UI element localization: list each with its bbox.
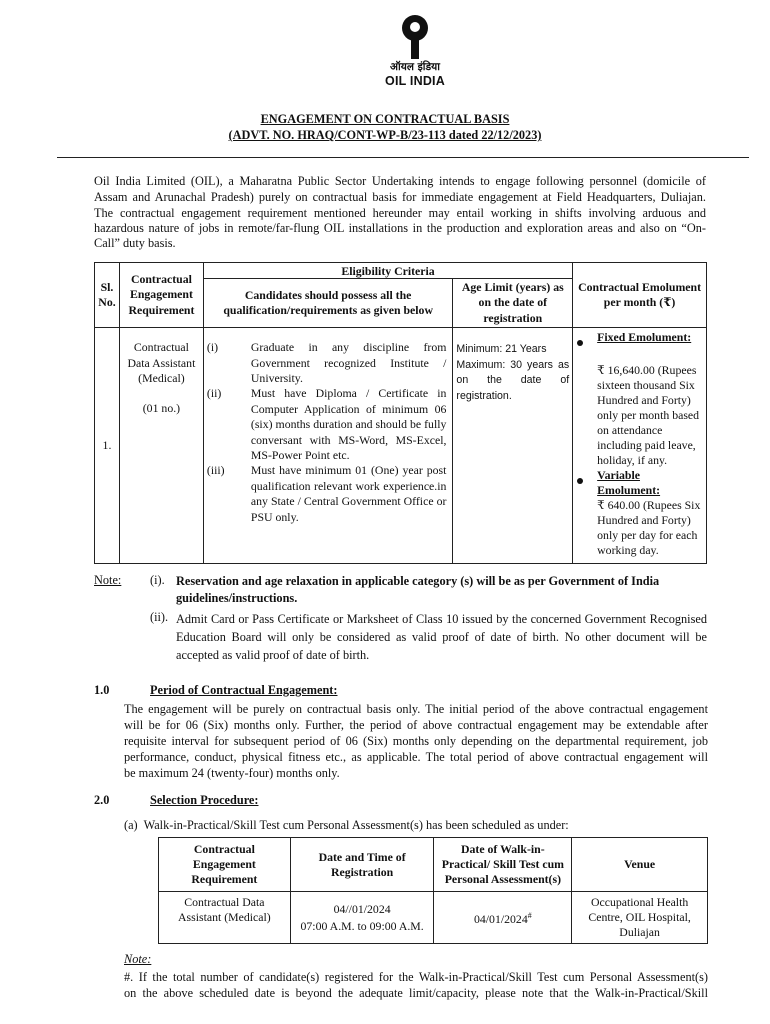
header-divider xyxy=(57,157,749,158)
note-item xyxy=(150,573,707,664)
header-venue: Venue xyxy=(572,838,708,892)
registration-time: 07:00 A.M. to 09:00 A.M. xyxy=(300,918,424,933)
table-row xyxy=(95,328,707,564)
age-minimum: Minimum: 21 Years xyxy=(456,343,547,356)
note-item-number: (ii). xyxy=(150,610,169,624)
registration-date: 04//01/2024 xyxy=(333,901,391,916)
variable-emolument-title: Variable Emolument: xyxy=(597,467,661,498)
intro-line: Call” duty basis. xyxy=(94,236,176,250)
assessment-date: 04/01/2024 xyxy=(473,911,528,926)
row-requirement-cell xyxy=(119,328,203,564)
bullet-icon xyxy=(577,330,597,350)
section-2-title: Selection Procedure: xyxy=(150,793,259,807)
qualification-text: Must have Diploma / Certificate in Computer Application of minimum 06 (six) months duration and should be fully conversant with MS-Word, MS-Excel, MS-Power Point etc. xyxy=(250,386,447,463)
qualification-text: Graduate in any discipline from Government recognized Institute / University. xyxy=(250,340,447,386)
qualification-number: (ii) xyxy=(206,386,222,401)
table-row xyxy=(159,892,708,944)
schedule-venue: Occupational Health Centre, OIL Hospital, Duliajan xyxy=(572,892,708,944)
eligibility-table xyxy=(94,262,707,564)
header-age-limit: Age Limit (years) as on the date of registration xyxy=(453,279,573,328)
header-sl-no: Sl. No. xyxy=(95,263,120,328)
fixed-emolument-title: Fixed Emolument: xyxy=(597,330,692,345)
qualification-cell xyxy=(203,328,453,564)
header-assessment-date: Date of Walk-in-Practical/ Skill Test cum Personal Assessment(s) xyxy=(434,838,572,892)
qualification-number: (iii) xyxy=(206,463,225,478)
qualification-number: (i) xyxy=(206,340,219,355)
header-qualification: Candidates should possess all the qualification/requirements as given below xyxy=(203,279,453,328)
footnote-label: Note: xyxy=(124,952,152,966)
header-requirement: Contractual Engagement Requirement xyxy=(119,263,203,328)
qualification-item xyxy=(207,386,447,463)
header-registration-date-time: Date and Time of Registration xyxy=(290,838,434,892)
qualification-text: Must have minimum 01 (One) year post qualification relevant work experience.in any State / Central Government Office or PSU only. xyxy=(250,463,447,524)
intro-line: hazardous nature of jobs in remote/far-flung OIL installations in the production and exploration areas and also on “On- xyxy=(94,221,706,235)
logo-english-text: OIL INDIA xyxy=(385,74,445,88)
variable-emolument-text: ₹ 640.00 (Rupees Six Hundred and Forty) only per day for each working day. xyxy=(597,498,701,558)
oil-india-emblem-icon xyxy=(400,14,430,60)
intro-line: Assam and Arunachal Pradesh) purely on contractual basis for immediate engagement at Field Headquarters, Duliajan. xyxy=(94,190,706,204)
section-1-title: Period of Contractual Engagement: xyxy=(150,683,338,697)
age-maximum: Maximum: 30 years as on the date of registration. xyxy=(456,358,570,402)
bullet-icon xyxy=(577,468,597,499)
assessment-date-mark: # xyxy=(527,911,532,921)
requirement-name: Contractual Data Assistant (Medical) xyxy=(127,340,196,386)
section-2-number: 2.0 xyxy=(94,793,110,807)
qualification-item xyxy=(207,463,447,525)
header-eligibility-criteria: Eligibility Criteria xyxy=(203,263,572,279)
row-sl-no: 1. xyxy=(95,328,120,564)
age-limit-cell xyxy=(453,328,573,564)
note-item-text: Admit Card or Pass Certificate or Marksheet of Class 10 issued by the concerned Government Recognised Education Board will only be considered as valid proof of date of birth. No other document will be accepted as valid proof of date of birth. xyxy=(176,612,707,662)
section-1-line: performance, conduct, physical fitness etc., as applicable. The total period of above contractual engagement will xyxy=(124,750,708,764)
requirement-count: (01 no.) xyxy=(142,401,181,416)
note-item-text: Reservation and age relaxation in applicable category (s) will be as per Government of India guidelines/instructions. xyxy=(176,574,660,605)
emolument-cell xyxy=(573,328,707,564)
logo-hindi-text: ऑयल इंडिया xyxy=(390,61,440,73)
section-1-line: requisite interval for subsequent period of 06 (Six) months only depending on the departmental requirement, job xyxy=(124,734,708,748)
note-label: Note: xyxy=(94,573,122,587)
schedule-table xyxy=(158,837,708,944)
section-1-line: The engagement will be purely on contractual basis only. The initial period of the above contractual engagement xyxy=(124,702,708,716)
advertisement-number: (ADVT. NO. HRAQ/CONT-WP-B/23-113 dated 22/12/2023) xyxy=(228,128,542,142)
footnote-line: on the above scheduled date is beyond the adequate limit/capacity, please note that the Walk-in-Practical/Skill xyxy=(124,986,708,1000)
header-engagement-requirement: Contractual Engagement Requirement xyxy=(159,838,291,892)
fixed-emolument-item xyxy=(577,330,702,350)
variable-emolument-item xyxy=(577,468,702,499)
footnote-line: #. If the total number of candidate(s) registered for the Walk-in-Practical/Skill Test cum Personal Assessment(s) xyxy=(124,970,708,984)
schedule-registration-cell xyxy=(290,892,434,944)
section-2-item-a: (a) Walk-in-Practical/Skill Test cum Personal Assessment(s) has been scheduled as under: xyxy=(124,818,569,832)
qualification-item xyxy=(207,340,447,386)
fixed-emolument-text: ₹ 16,640.00 (Rupees sixteen thousand Six Hundred and Forty) only per month based on attendance including paid leave, holiday, if any. xyxy=(597,362,700,467)
oil-india-logo xyxy=(380,14,450,88)
section-1-number: 1.0 xyxy=(94,683,110,697)
intro-line: Oil India Limited (OIL), a Maharatna Public Sector Undertaking intends to engage following personnel (domicile of xyxy=(94,174,706,188)
header-emolument: Contractual Emolument per month (₹) xyxy=(573,263,707,328)
page-title: ENGAGEMENT ON CONTRACTUAL BASIS xyxy=(260,112,510,126)
section-1-line: will be for 06 (Six) months only. Further, the period of above contractual engagement may be extendable after xyxy=(124,718,708,732)
schedule-requirement: Contractual Data Assistant (Medical) xyxy=(159,892,291,944)
intro-line: The contractual engagement requirement mentioned hereunder may entail working in shifts involving arduous and xyxy=(94,206,706,220)
schedule-assessment-cell xyxy=(434,892,572,944)
section-1-line: be maximum 24 (twenty-four) months only. xyxy=(124,766,340,780)
note-item-number: (i). xyxy=(150,573,165,587)
